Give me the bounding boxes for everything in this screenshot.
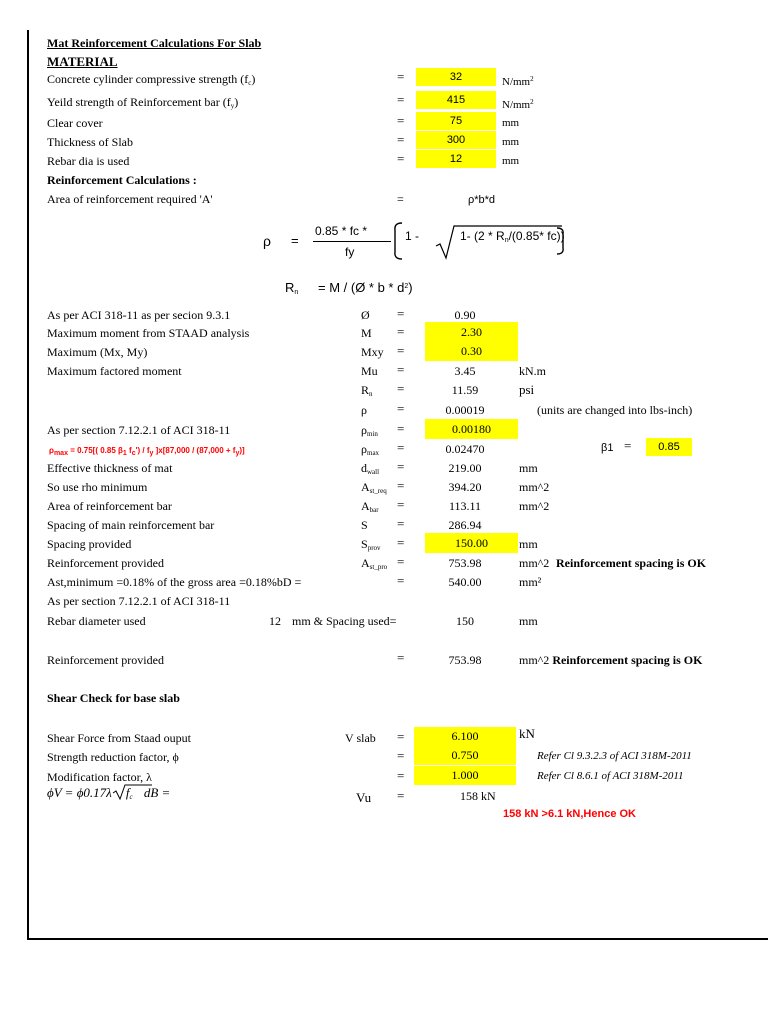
- calc-label: Maximum moment from STAAD analysis: [47, 326, 250, 340]
- calc-value: 3.45: [454, 364, 476, 378]
- material-label: Yeild strength of Reinforcement bar $(f_y)$: [47, 95, 239, 110]
- shear-reference-note: Refer Cl 8.6.1 of ACI 318M-2011: [537, 770, 684, 782]
- calc-unit: mm^2: [519, 480, 550, 494]
- left-border-line: [27, 30, 29, 940]
- calc-equals: =: [397, 362, 405, 377]
- rebar-diameter-value: 12: [269, 614, 281, 628]
- shear-equals: =: [397, 729, 405, 744]
- calc-symbol-subscript: prov: [367, 544, 381, 552]
- calc-symbol-subscript: st_pro: [369, 563, 388, 571]
- reinforcement-provided-unit: mm^2 Reinforcement spacing is OK: [519, 653, 703, 667]
- vu-symbol: Vu: [356, 790, 372, 805]
- rho-formula-equals: =: [291, 233, 299, 248]
- rebar-section-reference: As per section 7.12.2.1 of ACI 318-11: [47, 594, 231, 608]
- calc-note: (units are changed into lbs-inch): [537, 403, 693, 417]
- spacing-used-value: 150: [456, 614, 474, 628]
- spacing-used-unit: mm: [519, 614, 538, 628]
- calc-note: Reinforcement spacing is OK: [556, 556, 707, 570]
- calc-equals: =: [397, 381, 405, 396]
- calc-label: Spacing provided: [47, 537, 132, 551]
- calc-unit: mm²: [519, 575, 542, 589]
- calc-unit: psi: [519, 382, 535, 397]
- material-equals: =: [397, 92, 405, 107]
- calc-symbol: M: [361, 326, 372, 340]
- beta1-equals: =: [624, 438, 632, 453]
- material-equals: =: [397, 113, 405, 128]
- calc-symbol: ρ: [361, 403, 367, 417]
- rho-formula-denominator: fy: [345, 245, 355, 259]
- calc-unit: mm: [519, 461, 538, 475]
- material-unit-superscript: 2: [530, 75, 534, 83]
- material-label: Concrete cylinder compressive strength $(f_c)$: [47, 72, 256, 87]
- calc-symbol: Mu: [361, 364, 378, 378]
- reinforcement-provided-value: 753.98: [448, 653, 482, 667]
- shear-label: Strength reduction factor, ϕ: [47, 750, 179, 764]
- rho-max-formula: ρmax = 0.75[( 0.85 β1 fc') / fy ]x[87,000 / (87,000 + fy)]: [49, 446, 245, 457]
- calc-symbol: $A_{st\_req}$: [361, 480, 387, 495]
- calc-value-highlighted: 0.00180: [425, 419, 518, 439]
- calc-label: Spacing of main reinforcement bar: [47, 518, 215, 532]
- calc-unit: mm: [519, 537, 538, 551]
- calc-value: 394.20: [448, 480, 482, 494]
- calc-symbol: S: [361, 518, 368, 532]
- calc-symbol-subscript: max: [367, 449, 380, 457]
- calc-unit: mm^2: [519, 556, 550, 570]
- area-equals: =: [397, 192, 404, 206]
- material-unit: mm: [502, 136, 520, 148]
- calc-label: Ast,minimum =0.18% of the gross area =0.18%bD =: [47, 575, 302, 589]
- page-title: Mat Reinforcement Calculations For Slab: [47, 36, 262, 50]
- calc-symbol: $d_{wall}$: [361, 461, 380, 476]
- calc-value: 113.11: [448, 499, 482, 513]
- material-label: Rebar dia is used: [47, 154, 130, 168]
- material-label: Thickness of Slab: [47, 135, 133, 149]
- calc-symbol: $A_{st\_pro}$: [361, 556, 388, 571]
- calc-equals: =: [397, 324, 405, 339]
- shear-result: 158 kN >6.1 kN,Hence OK: [503, 808, 636, 820]
- area-formula: ρ*b*d: [468, 194, 496, 206]
- material-label: Clear cover: [47, 116, 103, 130]
- bottom-border-line: [27, 938, 768, 940]
- beta1-symbol: β1: [601, 442, 614, 454]
- calc-symbol: $A_{bar}$: [361, 499, 379, 514]
- material-equals: =: [397, 151, 405, 166]
- calc-label: So use rho minimum: [47, 480, 148, 494]
- calc-label: Reinforcement provided: [47, 556, 164, 570]
- calc-equals: =: [397, 459, 405, 474]
- calc-equals: =: [397, 306, 405, 321]
- spacing-used-label: mm & Spacing used=: [292, 614, 397, 628]
- calc-value: 753.98: [448, 556, 482, 570]
- calc-symbol-subscript: min: [367, 430, 378, 438]
- reinforcement-provided-equals: =: [397, 650, 405, 665]
- material-unit: $N/mm^2$: [502, 75, 534, 88]
- reinforcement-provided-label: Reinforcement provided: [47, 653, 164, 667]
- material-value: 415: [416, 91, 496, 109]
- rho-symbol: ρ: [263, 233, 271, 249]
- calc-value-highlighted: 0.30: [425, 341, 518, 361]
- calc-label: Maximum (Mx, My): [47, 345, 148, 359]
- shear-symbol: V slab: [345, 731, 376, 745]
- material-value: 75: [416, 112, 496, 130]
- calc-unit: mm^2: [519, 499, 550, 513]
- calc-unit: kN.m: [519, 364, 546, 378]
- fraction-bar: [313, 241, 391, 242]
- calc-equals: =: [397, 535, 405, 550]
- calc-symbol-subscript: bar: [369, 506, 379, 514]
- beta1-value: 0.85: [646, 438, 692, 456]
- calc-equals: =: [397, 401, 405, 416]
- calc-symbol: $\rho_{min}$: [361, 423, 378, 438]
- calc-label: Area of reinforcement bar: [47, 499, 172, 513]
- rn-formula-rhs: = M / (Ø * b * $d^2$): [318, 280, 413, 295]
- calc-value-highlighted: 150.00: [425, 533, 518, 553]
- material-unit-superscript: 2: [530, 98, 534, 106]
- shear-heading: Shear Check for base slab: [47, 691, 180, 705]
- rho-formula-numerator: 0.85 * fc *: [315, 224, 368, 238]
- material-equals: =: [397, 69, 405, 84]
- calc-value: 0.00019: [445, 403, 485, 417]
- calc-equals: =: [397, 343, 405, 358]
- rebar-diameter-label: Rebar diameter used: [47, 614, 146, 628]
- calc-label: Maximum factored moment: [47, 364, 182, 378]
- calc-equals: =: [397, 554, 405, 569]
- rn-formula-lhs: $R_n$: [285, 280, 299, 296]
- calc-symbol-subscript: wall: [367, 468, 380, 476]
- shear-value: 1.000: [414, 766, 516, 785]
- calc-label: Effective thickness of mat: [47, 461, 173, 475]
- shear-unit: kN: [519, 726, 535, 741]
- shear-reference-note: Refer Cl 9.3.2.3 of ACI 318M-2011: [537, 750, 692, 762]
- shear-label: Shear Force from Staad ouput: [47, 731, 191, 745]
- area-label: Area of reinforcement required 'A': [47, 192, 213, 206]
- rho-formula-inner: 1- ($2 * R_n/(0.85*$ fc)): [460, 229, 565, 244]
- shear-equals: =: [397, 768, 405, 783]
- material-value: 300: [416, 131, 496, 149]
- shear-value: 0.750: [414, 746, 516, 765]
- shear-value: 6.100: [414, 727, 516, 746]
- calc-equals: =: [397, 516, 405, 531]
- material-equals: =: [397, 132, 405, 147]
- calc-symbol-subscript: n: [369, 390, 373, 398]
- calc-symbol-subscript: st_req: [369, 487, 387, 495]
- calc-label: As per ACI 318-11 as per secion 9.3.1: [47, 308, 231, 322]
- calc-symbol: $S_{prov}$: [361, 537, 381, 552]
- material-label-subscript: c: [248, 79, 252, 87]
- material-unit: mm: [502, 155, 520, 167]
- calc-equals: =: [397, 573, 405, 588]
- material-unit: mm: [502, 117, 520, 129]
- calc-value: 11.59: [451, 383, 479, 397]
- calc-equals: =: [397, 478, 405, 493]
- calc-symbol: $\rho_{max}$: [361, 442, 380, 457]
- calc-value: 540.00: [448, 575, 482, 589]
- calc-symbol: $R_n$: [361, 383, 373, 398]
- calc-equals: =: [397, 421, 405, 436]
- calc-symbol: Ø: [361, 308, 370, 322]
- shear-equals: =: [397, 748, 405, 763]
- calc-value: 0.02470: [445, 442, 485, 456]
- shear-capacity-equation: ϕV = ϕ0.17λ $f_c$ dB =: [47, 785, 171, 801]
- material-unit: $N/mm^2$: [502, 98, 534, 111]
- calc-value: 219.00: [448, 461, 482, 475]
- vu-equals: =: [397, 788, 405, 803]
- calc-equals: =: [397, 440, 405, 455]
- material-value: 32: [416, 68, 496, 86]
- shear-label: Modification factor, λ: [47, 770, 152, 784]
- material-value: 12: [416, 150, 496, 168]
- calc-symbol: Mxy: [361, 345, 384, 359]
- calc-value: 0.90: [454, 308, 476, 322]
- calc-value: 286.94: [448, 518, 482, 532]
- reinforcement-heading: Reinforcement Calculations :: [47, 173, 197, 187]
- rho-formula-one-minus: 1 -: [405, 229, 420, 243]
- material-label-subscript: y: [230, 102, 235, 110]
- calc-label: As per section 7.12.2.1 of ACI 318-11: [47, 423, 231, 437]
- material-heading: MATERIAL: [47, 54, 118, 69]
- calc-value-highlighted: 2.30: [425, 322, 518, 342]
- calc-equals: =: [397, 497, 405, 512]
- vu-value: 158 kN: [460, 789, 496, 803]
